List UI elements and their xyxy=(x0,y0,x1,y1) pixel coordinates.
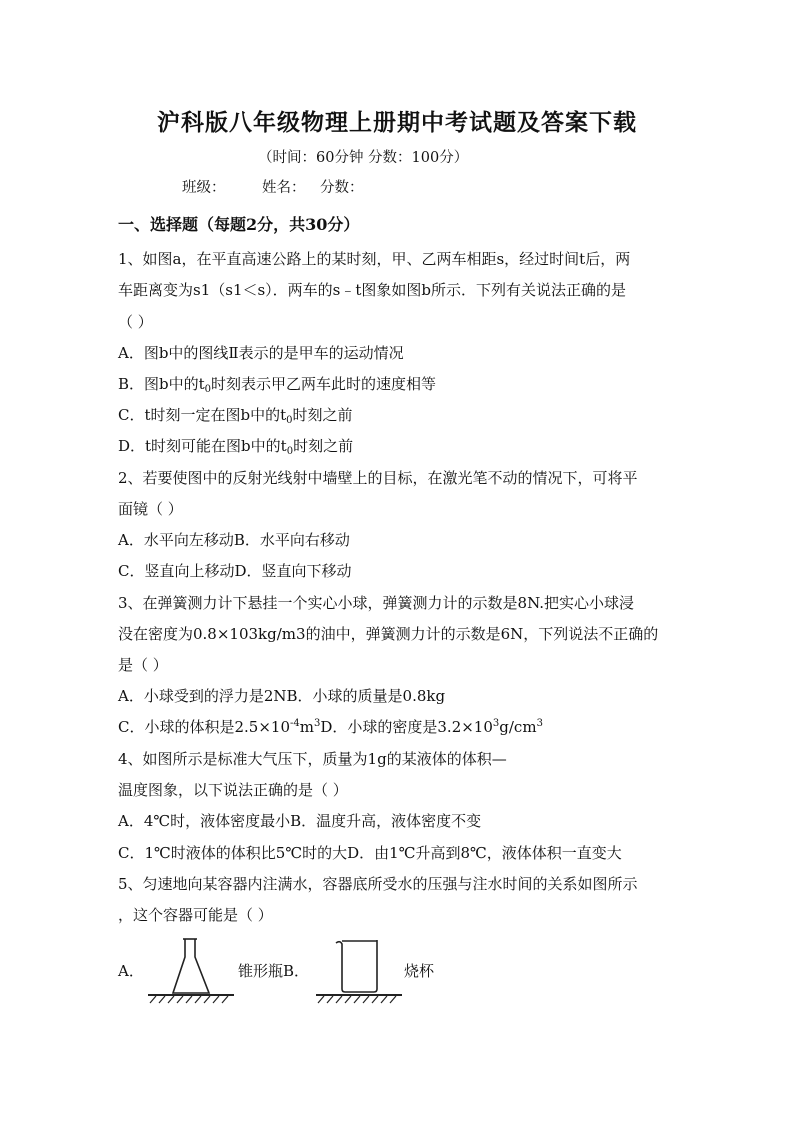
q1-option-a: A．图b中的图线Ⅱ表示的是甲车的运动情况 xyxy=(118,344,404,362)
q4-stem-line2: 温度图象，以下说法正确的是（ ） xyxy=(118,781,348,799)
q2-stem-line2: 面镜（ ） xyxy=(118,500,183,518)
q5-option-a-text: 锥形瓶B． xyxy=(238,962,310,980)
name-label: 姓名： xyxy=(262,180,306,196)
score-label: 分数： xyxy=(320,180,364,196)
class-label: 班级： xyxy=(182,180,226,196)
q5-stem-line1: 5、匀速地向某容器内注满水，容器底所受水的压强与注水时间的关系如图所示 xyxy=(118,875,638,893)
q4-options-cd: C．1℃时液体的体积比5℃时的大D．由1℃升高到8℃，液体体积一直变大 xyxy=(118,844,622,862)
q1-option-b: B．图b中的$t_0$时刻表示甲乙两车此时的速度相等 xyxy=(118,375,437,395)
q5-option-a-label: A． xyxy=(118,962,144,980)
erlenmeyer-flask-figure xyxy=(140,935,240,1005)
q1-stem-line3: （ ） xyxy=(118,313,153,331)
time-score-line: （时间：60分钟 分数：100分） xyxy=(258,150,469,166)
q1-option-c: C．t时刻一定在图b中的$t_0$时刻之前 xyxy=(118,406,353,426)
q1-option-d: D．t时刻可能在图b中的$t_0$时刻之前 xyxy=(118,437,354,457)
q2-stem-line1: 2、若要使图中的反射光线射中墙壁上的目标，在激光笔不动的情况下，可将平 xyxy=(118,469,638,487)
q1-stem-line2: 车距离变为s1（s1＜s）．两车的s﹣t图象如图b所示．下列有关说法正确的是 xyxy=(118,281,627,299)
q5-stem-line2: ，这个容器可能是（ ） xyxy=(118,906,273,924)
q3-options-ab: A．小球受到的浮力是2NB．小球的质量是0.8kg xyxy=(118,687,446,705)
q3-stem-line2: 没在密度为0.8×103kg/m3的油中，弹簧测力计的示数是6N，下列说法不正确的 xyxy=(118,625,659,643)
q2-options-ab: A．水平向左移动B．水平向右移动 xyxy=(118,531,350,549)
page-title: 沪科版八年级物理上册期中考试题及答案下载 xyxy=(157,109,637,136)
q4-options-ab: A．4℃时，液体密度最小B．温度升高，液体密度不变 xyxy=(118,812,482,830)
q3-stem-line3: 是（ ） xyxy=(118,656,168,674)
q4-stem-line1: 4、如图所示是标准大气压下，质量为1g的某液体的体积— xyxy=(118,750,507,768)
beaker-figure xyxy=(310,935,410,1005)
section-heading: 一、选择题（每题2分，共30分） xyxy=(118,215,360,234)
q5-option-b-text: 烧杯 xyxy=(404,962,435,980)
q3-stem-line1: 3、在弹簧测力计下悬挂一个实心小球，弹簧测力计的示数是8N.把实心小球浸 xyxy=(118,594,635,612)
q2-options-cd: C．竖直向上移动D．竖直向下移动 xyxy=(118,562,352,580)
q3-options-cd: C．小球的体积是$2.5\times 10^{-4}m^3D$．小球的密度是$3.2\times 10^3g/cm^3$ xyxy=(118,718,543,736)
q1-stem-line1: 1、如图a，在平直高速公路上的某时刻，甲、乙两车相距s，经过时间t后，两 xyxy=(118,250,631,268)
